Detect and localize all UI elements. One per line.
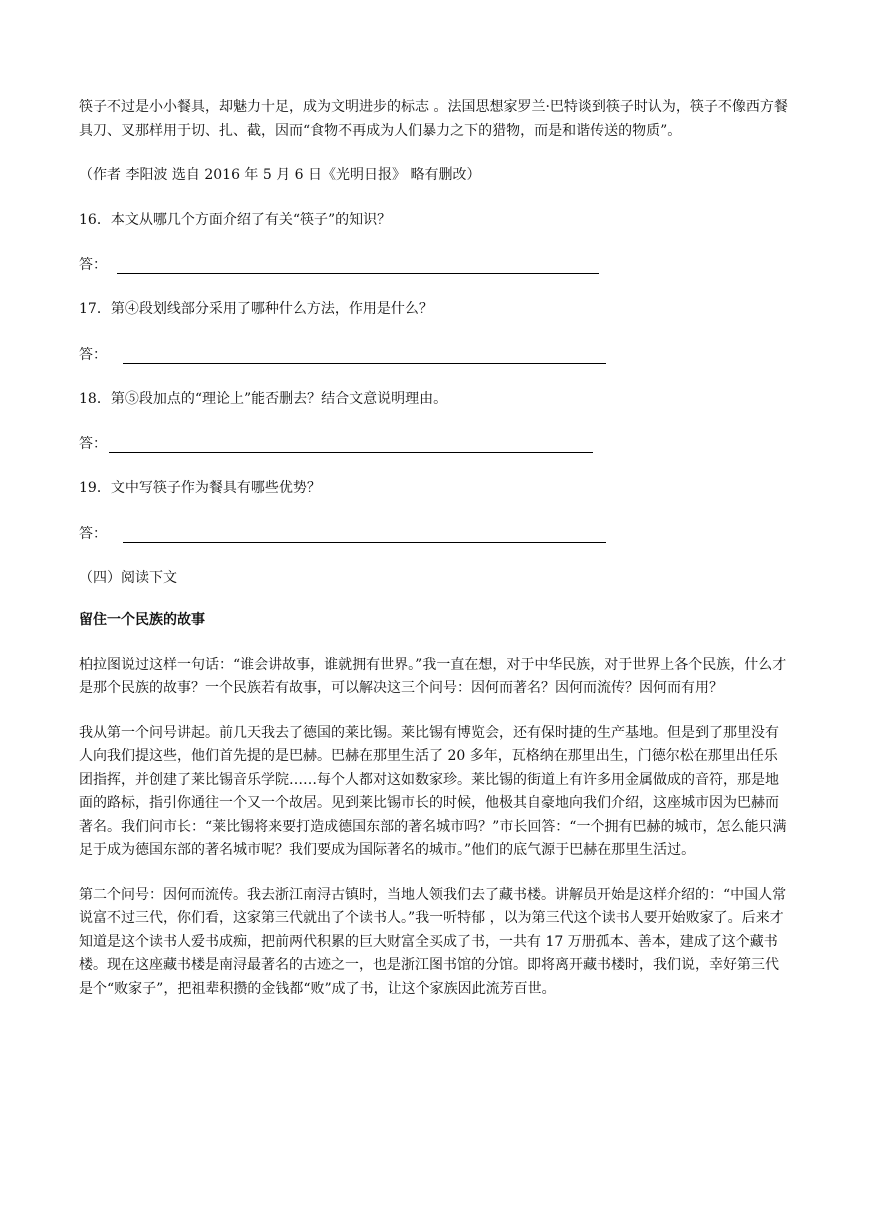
question-16: 16．本文从哪几个方面介绍了有关“筷子”的知识？ xyxy=(79,211,392,228)
article-paragraph-2: 我从第一个问号讲起。前几天我去了德国的莱比锡。莱比锡有博览会，还有保时捷的生产基地。但是到了那里没有人向我们提这些，他们首先提的是巴赫。巴赫在那里生活了 20 多年，瓦格纳在那里出生，门德尔松在那里出任乐团指挥，并创建了莱比锡音乐学院……每个人都对这如数家珍。莱比锡的街道上有许多用金属做成的音符，那是地面的路标，指引你通往一个又一个故居。见到莱比锡市长的时候，他极其自豪地向我们介绍，这座城市因为巴赫而著名。我们问市长：“莱比锡将来要打造成德国东部的著名城市吗？”市长回答：“一个拥有巴赫的城市，怎么能只满足于成为德国东部的著名城市呢？我们要成为国际著名的城市。”他们的底气源于巴赫在那里生活过。 xyxy=(79,724,787,858)
answer-label: 答： xyxy=(79,346,107,363)
source-citation: （作者 李阳波 选自 2016 年 5 月 6 日《光明日报》 略有删改） xyxy=(79,167,481,183)
question-18: 18．第⑤段加点的“理论上”能否删去？结合文意说明理由。 xyxy=(79,390,448,407)
answer-label: 答： xyxy=(79,436,107,452)
answer-16 xyxy=(79,251,791,274)
section-four-label: （四）阅读下文 xyxy=(79,569,177,586)
answer-19 xyxy=(79,520,791,543)
article-title: 留住一个民族的故事 xyxy=(79,612,205,628)
answer-16-line[interactable] xyxy=(117,255,599,274)
answer-17-line[interactable] xyxy=(123,345,606,364)
continuation-paragraph: 筷子不过是小小餐具，却魅力十足，成为文明进步的标志 。法国思想家罗兰·巴特谈到筷子时认为，筷子不像西方餐具刀、叉那样用于切、扎、截，因而“食物不再成为人们暴力之下的猎物，而是和谐传送的物质”。 xyxy=(79,99,788,139)
article-paragraph-3: 第二个问号：因何而流传。我去浙江南浔古镇时，当地人领我们去了藏书楼。讲解员开始是这样介绍的：“中国人常说富不过三代，你们看，这家第三代就出了个读书人。”我一听特郁 ，以为第三代这个读书人要开始败家了。后来才知道是这个读书人爱书成痴，把前两代积累的巨大财富全买成了书，一共有 17 万册孤本、善本，建成了这个藏书楼。现在这座藏书楼是南浔最著名的古迹之一，也是浙江图书馆的分馆。即将离开藏书楼时，我们说，幸好第三代是个“败家子”，把祖辈积攒的金钱都“败”成了书，让这个家族因此流芳百世。 xyxy=(79,886,787,997)
question-17: 17．第④段划线部分采用了哪种什么方法，作用是什么？ xyxy=(79,301,433,317)
article-paragraph-1: 柏拉图说过这样一句话：“谁会讲故事，谁就拥有世界。”我一直在想，对于中华民族，对于世界上各个民族，什么才是那个民族的故事？一个民族若有故事，可以解决这三个问号：因何而著名？因何而流传？因何而有用？ xyxy=(79,656,787,696)
answer-19-line[interactable] xyxy=(123,524,606,543)
question-19: 19．文中写筷子作为餐具有哪些优势？ xyxy=(79,480,321,496)
answer-18-line[interactable] xyxy=(109,434,593,453)
answer-17 xyxy=(79,341,791,364)
answer-label: 答： xyxy=(79,525,107,542)
answer-label: 答： xyxy=(79,257,107,273)
answer-18 xyxy=(79,430,791,453)
